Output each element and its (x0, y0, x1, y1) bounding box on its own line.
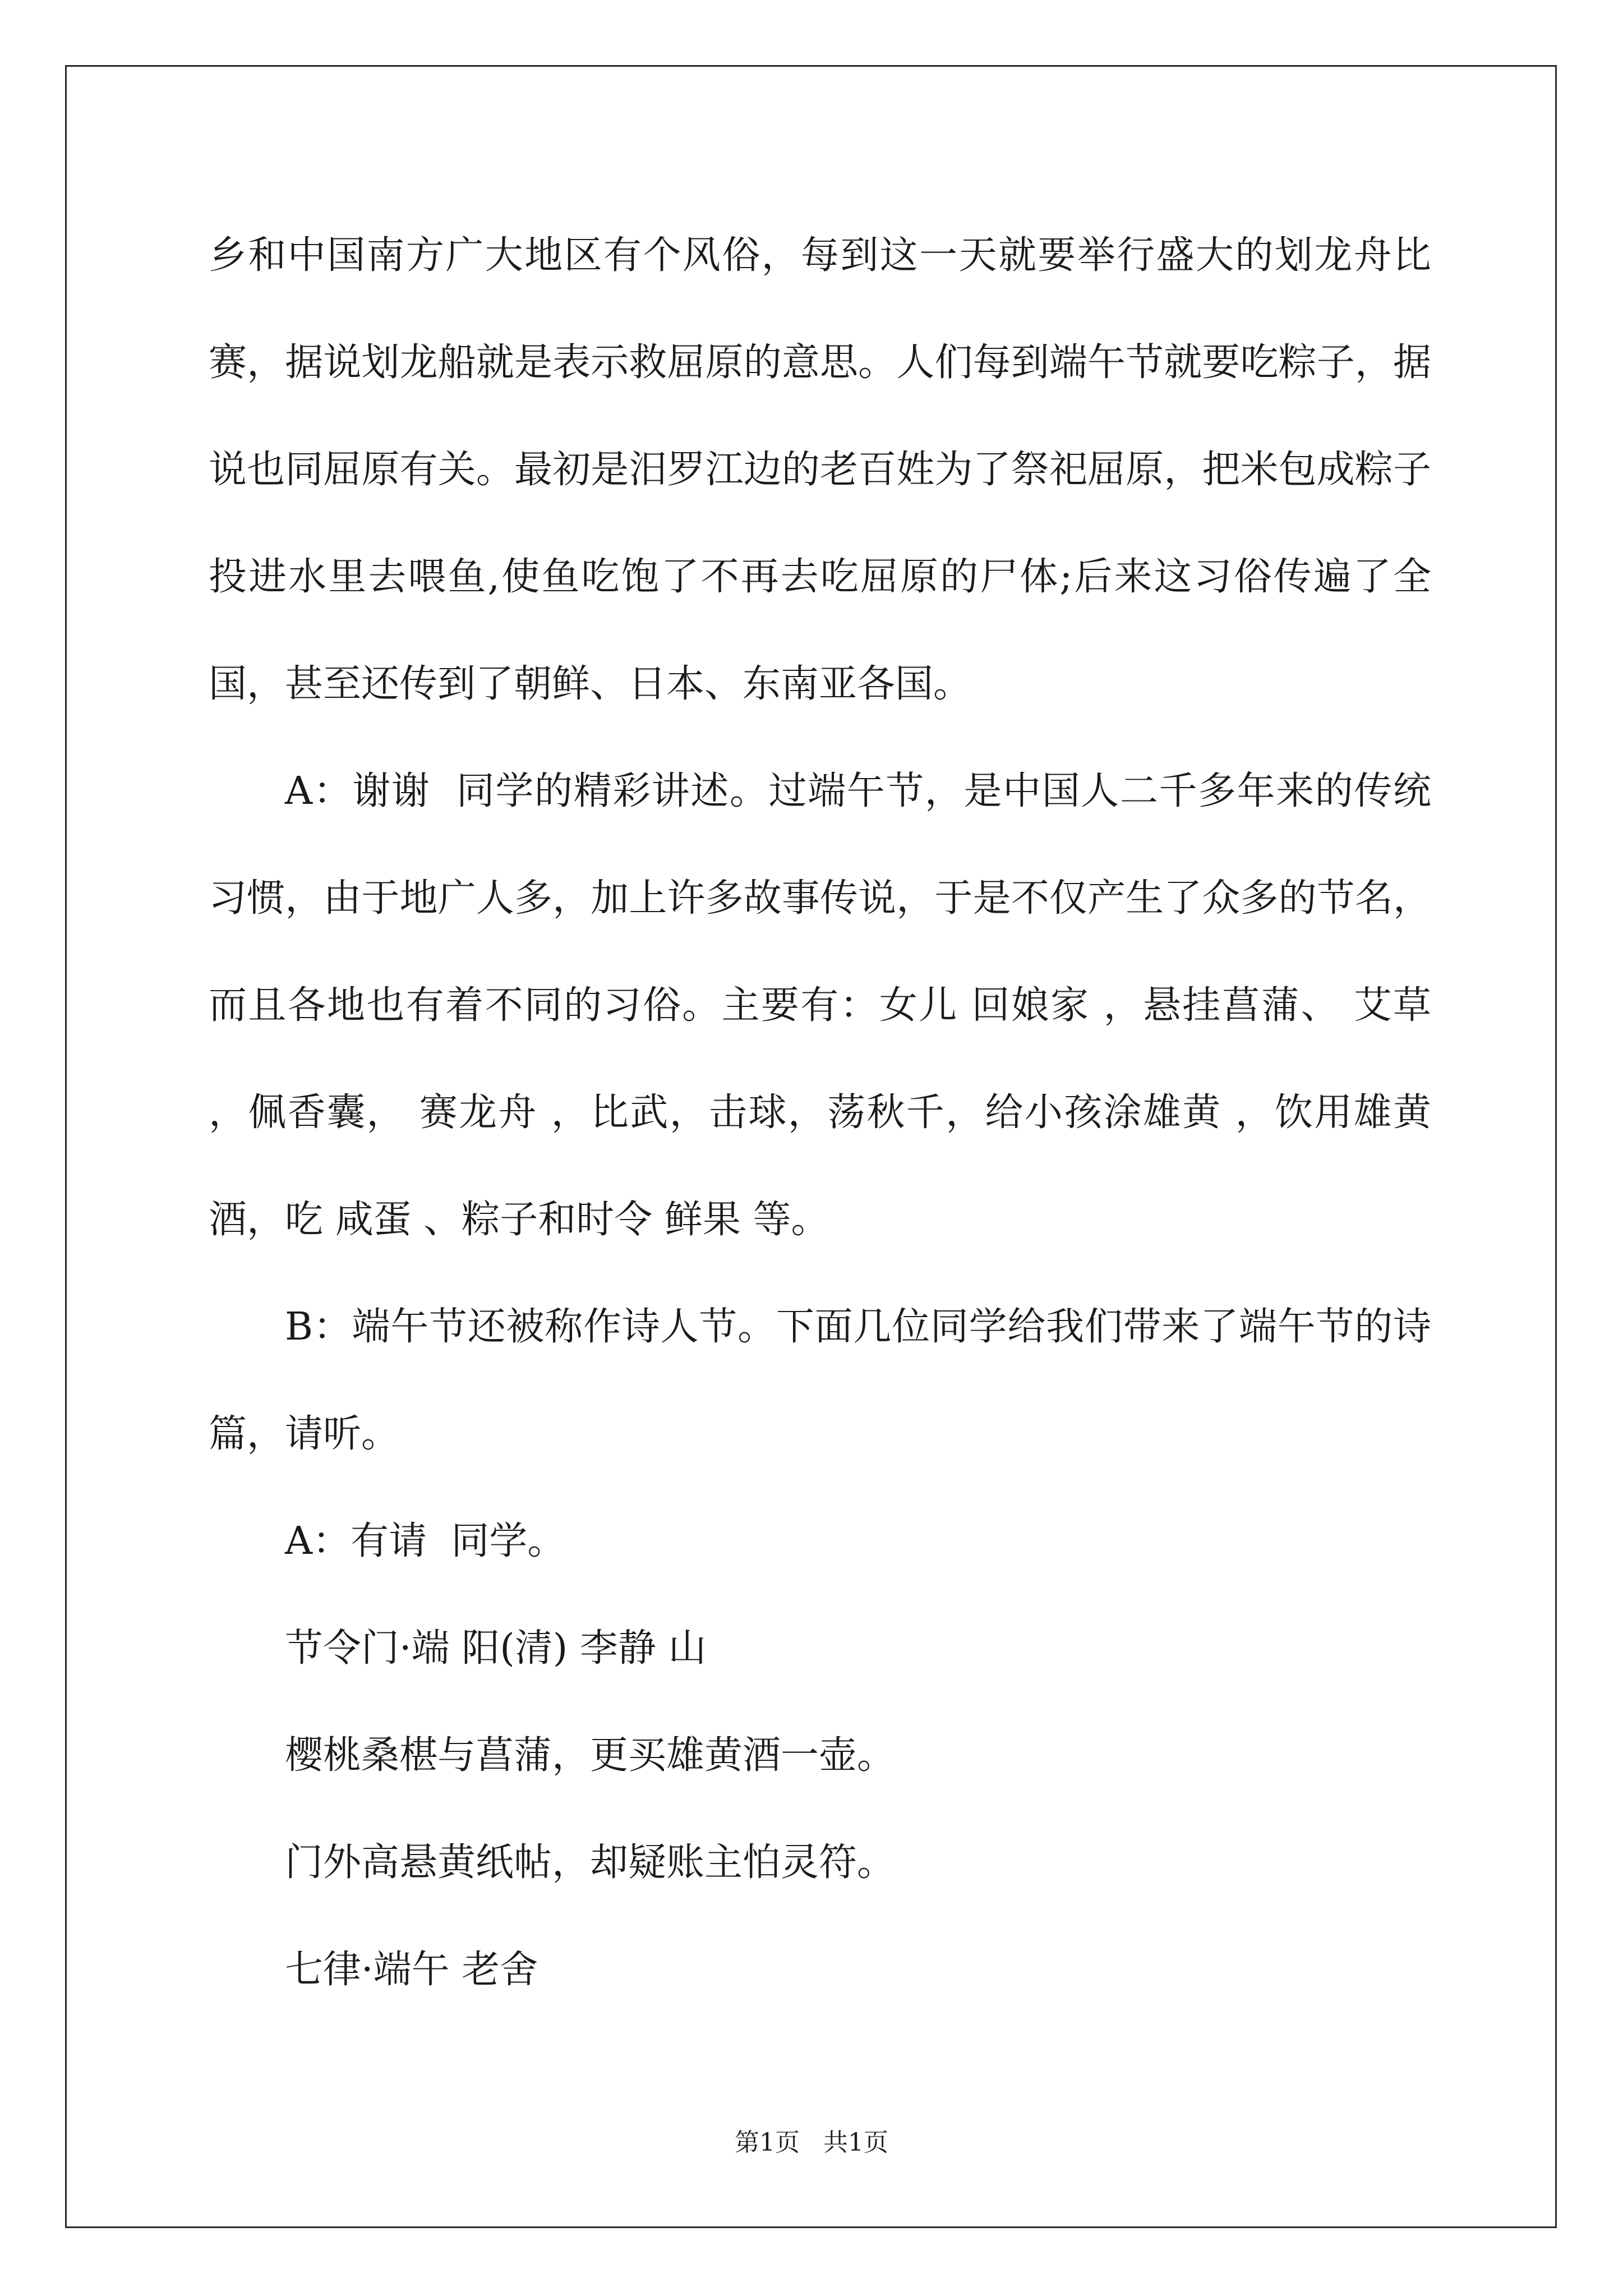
poem-line-1: 樱桃桑椹与菖蒲，更买雄黄酒一壶。 (285, 1733, 896, 1778)
document-body (209, 202, 1444, 2023)
paragraph-2: A：谢谢 同学的精彩讲述。过端午节，是中国人二千多年来的传统习惯，由于地广人多，加上许多故事传说，于是不仅产生了众多的节名，而且各地也有着不同的习俗。主要有：女儿 回娘家 ，悬挂菖蒲、 艾草 ，佩香囊， 赛龙舟 ，比武，击球，荡秋千，给小孩涂雄黄 ，饮用雄黄酒，吃 咸蛋 、粽子和时令 鲜果 等。 (209, 769, 1444, 1242)
poem-title-1: 节令门·端 阳(清) 李静 山 (285, 1626, 707, 1671)
paragraph-1: 乡和中国南方广大地区有个风俗，每到这一天就要举行盛大的划龙舟比赛，据说划龙船就是表示救屈原的意思。人们每到端午节就要吃粽子，据说也同屈原有关。最初是汨罗江边的老百姓为了祭祀屈原，把米包成粽子投进水里去喂鱼,使鱼吃饱了不再去吃屈原的尸体;后来这习俗传遍了全国，甚至还传到了朝鲜、日本、东南亚各国。 (209, 233, 1431, 706)
poem-title-2: 七律·端午 老舍 (285, 1948, 538, 1992)
paragraph-4: A：有请 同学。 (285, 1519, 566, 1563)
poem-line-2: 门外高悬黄纸帖，却疑账主怕灵符。 (285, 1841, 896, 1885)
paragraph-3: B：端午节还被称作诗人节。下面几位同学给我们带来了端午节的诗篇，请听。 (209, 1305, 1431, 1456)
page-footer: 第1页 共1页 (735, 2128, 888, 2157)
